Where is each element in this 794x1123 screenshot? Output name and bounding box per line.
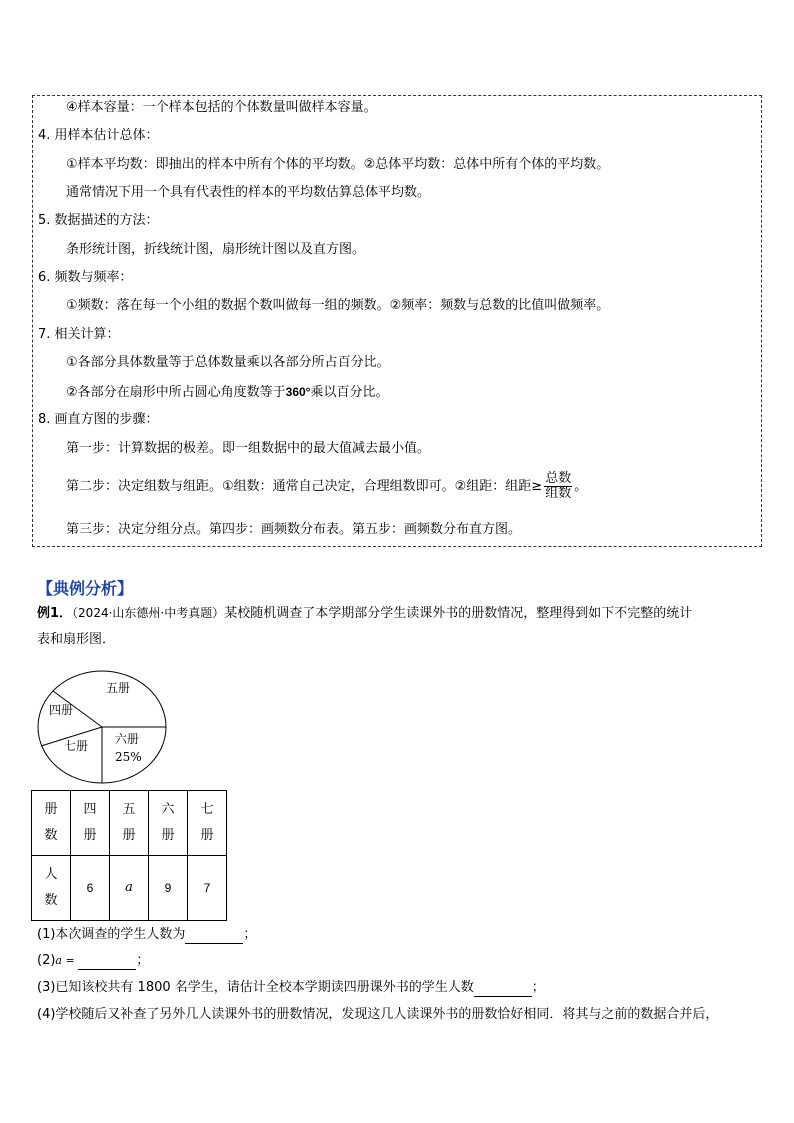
item7-title: 7. 相关计算： (38, 327, 120, 342)
table-row-label: 人数 (32, 856, 71, 921)
table-header-cell: 册数 (32, 791, 71, 856)
pie-label-six-percent: 25% (115, 750, 142, 764)
table-header-row (32, 791, 227, 856)
question-1-end: ； (243, 927, 257, 942)
item4-line2: 通常情况下用一个具有代表性的样本的平均数估算总体平均数。 (66, 185, 431, 200)
item8-step1: 第一步：计算数据的极差。即一组数据中的最大值减去最小值。 (66, 441, 431, 456)
question-3-end: ； (531, 980, 545, 995)
item8-step2-post: 。 (574, 479, 588, 494)
question-3-text: (3)已知该校共有 1800 名学生，请估计全校本学期读四册课外书的学生人数 (37, 980, 474, 995)
item5-title: 5. 数据描述的方法： (38, 213, 159, 228)
question-1-text: (1)本次调查的学生人数为 (37, 927, 186, 942)
section-heading: 【典例分析】 (37, 579, 134, 598)
item8-step2-pre: 第二步：决定组数与组距。①组数：通常自己决定，合理组数即可。②组距：组距≥ (66, 479, 543, 494)
item4-line1: ①样本平均数：即抽出的样本中所有个体的平均数。②总体平均数：总体中所有个体的平均数。 (66, 157, 610, 172)
item7-line2 (66, 383, 389, 402)
group-distance-fraction (544, 472, 572, 501)
pie-label-six: 六册 (115, 732, 140, 746)
table-header-cell: 五册 (110, 791, 149, 856)
item7-line2-post: 乘以百分比。 (310, 385, 389, 400)
angle-360: 360° (285, 385, 311, 399)
question-2-var: a (55, 954, 62, 967)
example-source: （2024·山东德州·中考真题） (72, 606, 225, 620)
item8-step2 (66, 470, 587, 504)
fraction-numerator: 总数 (545, 471, 572, 486)
item7-line1: ①各部分具体数量等于总体数量乘以各部分所占百分比。 (66, 355, 390, 370)
item4-title: 4. 用样本估计总体： (38, 128, 159, 143)
item6-line1: ①频数：落在每一个小组的数据个数叫做每一组的频数。②频率：频数与总数的比值叫做频率。 (66, 298, 610, 313)
table-header-cell: 四册 (71, 791, 110, 856)
item6-title: 6. 频数与频率： (38, 270, 133, 285)
table-header-cell: 六册 (149, 791, 188, 856)
question-3 (37, 979, 545, 997)
table-cell: 7 (188, 856, 227, 921)
sample-capacity-line: ④样本容量：一个样本包括的个体数量叫做样本容量。 (66, 100, 377, 115)
question-2 (37, 952, 149, 970)
pie-label-five: 五册 (106, 681, 131, 695)
item5-line1: 条形统计图，折线统计图，扇形统计图以及直方图。 (66, 242, 366, 257)
question-2-prefix: (2) (37, 953, 56, 968)
table-cell: 9 (149, 856, 188, 921)
example-text1: 某校随机调查了本学期部分学生读课外书的册数情况，整理得到如下不完整的统计 (224, 606, 693, 621)
item8-title: 8. 画直方图的步骤： (38, 412, 159, 427)
example-line1 (37, 604, 692, 623)
fraction-denominator: 组数 (545, 486, 572, 501)
pie-chart (36, 669, 170, 785)
example-line2: 表和扇形图． (37, 632, 116, 647)
answer-blank-3[interactable] (474, 982, 532, 997)
answer-blank-2[interactable] (78, 955, 136, 970)
table-row (32, 856, 227, 921)
item7-line2-pre: ②各部分在扇形中所占圆心角度数等于 (66, 385, 286, 400)
table-cell: 6 (71, 856, 110, 921)
answer-blank-1[interactable] (185, 929, 243, 944)
table-cell: a (110, 856, 149, 921)
question-4: (4)学校随后又补查了另外几人读课外书的册数情况，发现这几人读课外书的册数恰好相同．将其与之前的数据合并后， (37, 1007, 719, 1022)
table-header-cell: 七册 (188, 791, 227, 856)
pie-label-four: 四册 (49, 703, 74, 717)
pie-label-seven: 七册 (64, 739, 89, 753)
item8-step3: 第三步：决定分组分点。第四步：画频数分布表。第五步：画频数分布直方图。 (66, 522, 522, 537)
example-label: 例1． (37, 606, 73, 621)
question-2-end: ； (136, 953, 150, 968)
question-2-eq: = (61, 954, 79, 967)
question-1 (37, 926, 256, 944)
statistics-table (31, 790, 227, 921)
